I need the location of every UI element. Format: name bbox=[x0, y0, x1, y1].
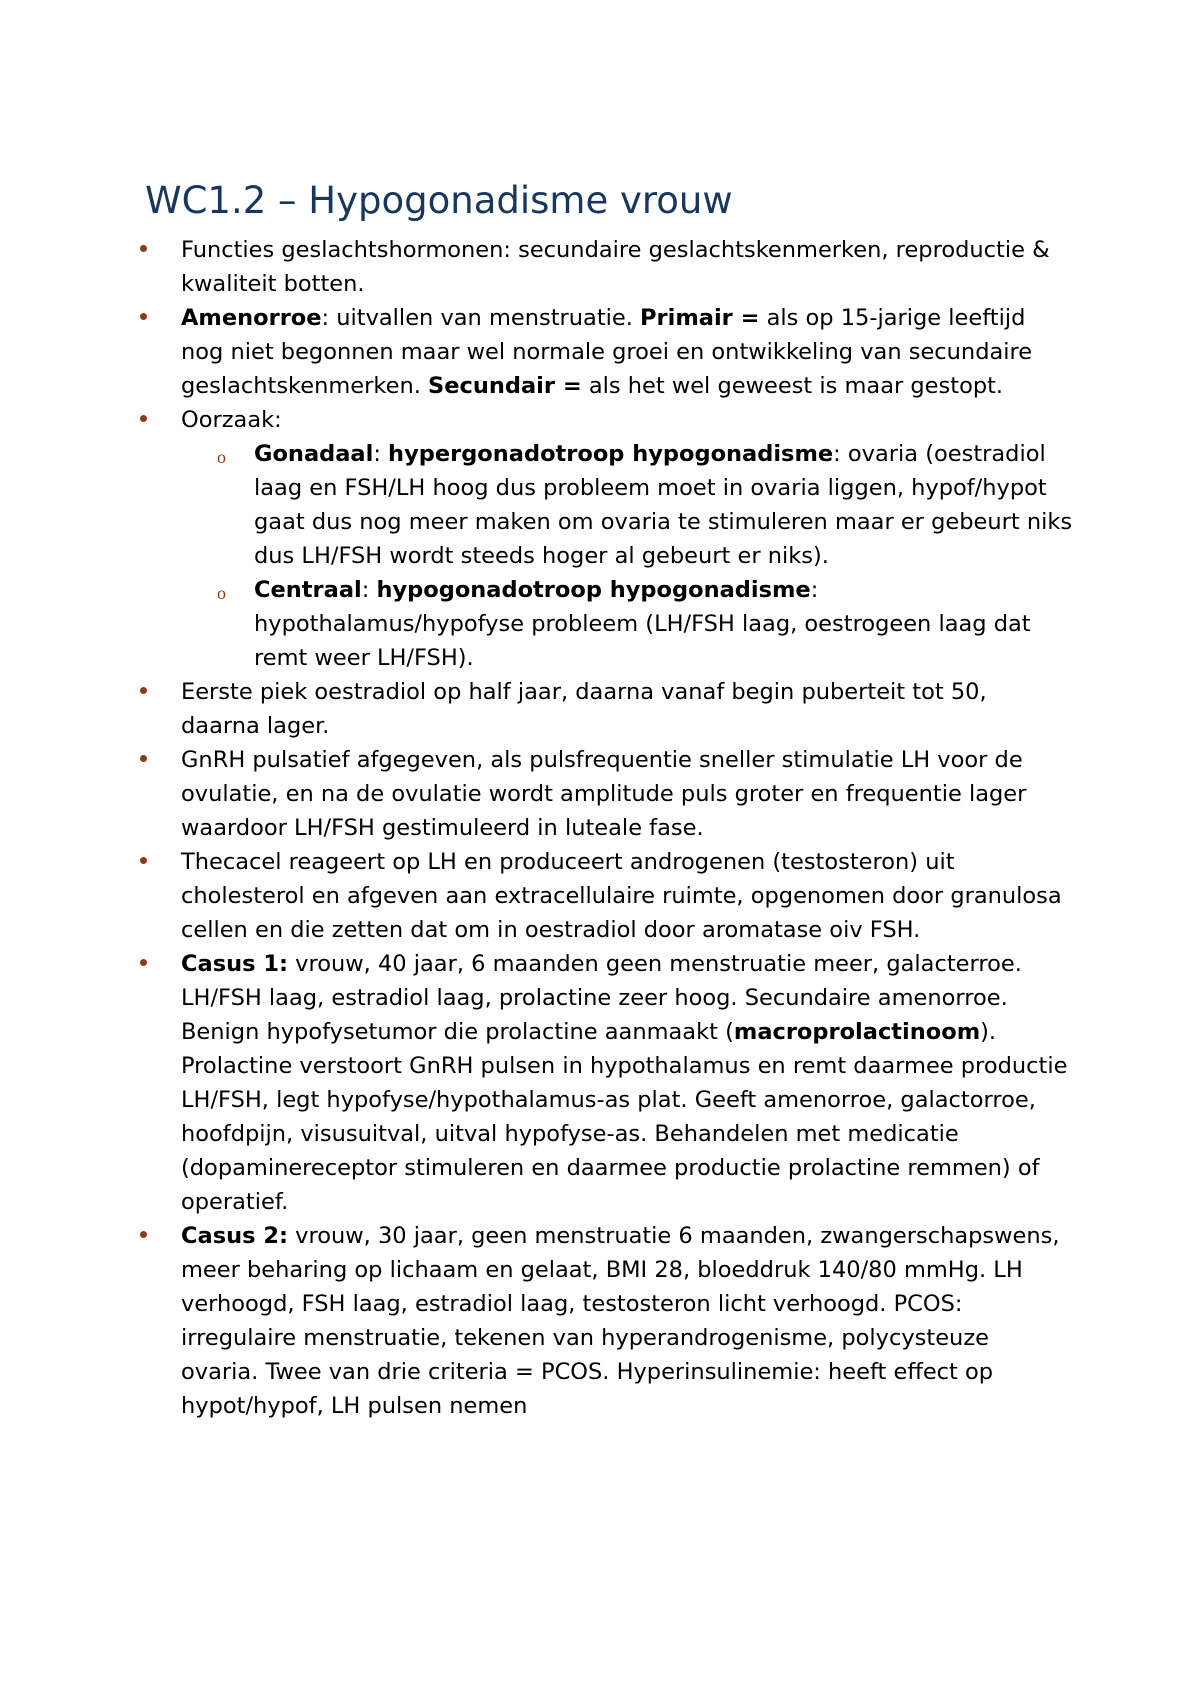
page-title: WC1.2 – Hypogonadisme vrouw bbox=[145, 179, 733, 222]
list-item-functies bbox=[0, 233, 1071, 301]
bullet-dot-icon bbox=[140, 687, 147, 694]
circle-bullet-icon: o bbox=[217, 447, 226, 467]
term-casus-2: Casus 2: bbox=[181, 1223, 288, 1249]
term-secundair: Secundair = bbox=[428, 373, 582, 399]
list-item-casus-1 bbox=[0, 947, 1071, 1219]
bullet-list bbox=[0, 233, 1200, 1423]
list-item-oorzaak bbox=[0, 403, 1071, 675]
list-item-amenorroe bbox=[0, 301, 1071, 403]
bullet-dot-icon bbox=[140, 959, 147, 966]
circle-bullet-icon: o bbox=[217, 583, 226, 603]
item-text: Functies geslachtshormonen: secundaire geslachtskenmerken, reproductie & kwaliteit botten. bbox=[181, 237, 1050, 297]
item-text: Eerste piek oestradiol op half jaar, daarna vanaf begin puberteit tot 50, daarna lager. bbox=[181, 679, 987, 739]
bullet-dot-icon bbox=[140, 857, 147, 864]
term-amenorroe: Amenorroe bbox=[181, 305, 322, 331]
bullet-dot-icon bbox=[140, 755, 147, 762]
bullet-dot-icon bbox=[140, 415, 147, 422]
item-text: : uitvallen van menstruatie. bbox=[321, 305, 641, 331]
item-text: als op 15-jarige leeftijd nog niet begonnen maar wel normale groei en ontwikkeling van secundaire geslachtskenmerken. bbox=[181, 305, 1033, 399]
item-text: Oorzaak: bbox=[181, 407, 282, 433]
term-hypergonadotroop: hypergonadotroop hypogonadisme bbox=[388, 441, 834, 467]
sub-item-gonadaal bbox=[217, 437, 1074, 573]
bullet-dot-icon bbox=[140, 1231, 147, 1238]
item-text: als het wel geweest is maar gestopt. bbox=[581, 373, 1004, 399]
term-centraal: Centraal bbox=[254, 577, 362, 603]
list-item-casus-2 bbox=[0, 1219, 1071, 1423]
sub-bullet-list bbox=[181, 437, 1071, 675]
item-text: Thecacel reageert op LH en produceert androgenen (testosteron) uit cholesterol en afgeven aan extracellulaire ruimte, opgenomen door granulosa cellen en die zetten dat om in oestradiol door aromatase oiv FSH. bbox=[181, 849, 1062, 943]
term-macroprolactinoom: macroprolactinoom bbox=[733, 1019, 981, 1045]
item-text: : ovaria (oestradiol laag en FSH/LH hoog dus probleem moet in ovaria liggen, hypof/hypot gaat dus nog meer maken om ovaria te stimuleren maar er gebeurt niks dus LH/FSH wordt steeds hoger al gebeurt er niks). bbox=[254, 441, 1073, 569]
term-hypogonadotroop: hypogonadotroop hypogonadisme bbox=[376, 577, 811, 603]
sub-item-centraal bbox=[217, 573, 1074, 675]
bullet-dot-icon bbox=[140, 245, 147, 252]
list-item-thecacel bbox=[0, 845, 1071, 947]
term-gonadaal: Gonadaal bbox=[254, 441, 374, 467]
bullet-dot-icon bbox=[140, 313, 147, 320]
list-item-gnrh bbox=[0, 743, 1071, 845]
item-text: vrouw, 30 jaar, geen menstruatie 6 maanden, zwangerschapswens, meer beharing op lichaam en gelaat, BMI 28, bloeddruk 140/80 mmHg. LH verhoogd, FSH laag, estradiol laag, testosteron licht verhoogd. PCOS: irregulaire menstruatie, tekenen van hyperandrogenisme, polycysteuze ovaria. Twee van drie criteria = PCOS. Hyperinsulinemie: heeft effect op hypot/hypof, LH pulsen nemen bbox=[181, 1223, 1060, 1419]
list-item-eerste-piek bbox=[0, 675, 1071, 743]
item-text: : hypothalamus/hypofyse probleem (LH/FSH laag, oestrogeen laag dat remt weer LH/FSH). bbox=[254, 577, 1031, 671]
item-text: : bbox=[361, 577, 377, 603]
term-primair: Primair = bbox=[640, 305, 760, 331]
term-casus-1: Casus 1: bbox=[181, 951, 288, 977]
item-text: vrouw, 40 jaar, 6 maanden geen menstruatie meer, galacterroe. LH/FSH laag, estradiol laag, prolactine zeer hoog. Secundaire amenorroe. Benign hypofysetumor die prolactine aanmaakt ( bbox=[181, 951, 1022, 1045]
item-text: : bbox=[373, 441, 389, 467]
item-text: GnRH pulsatief afgegeven, als pulsfrequentie sneller stimulatie LH voor de ovulatie, en na de ovulatie wordt amplitude puls groter en frequentie lager waardoor LH/FSH gestimuleerd in luteale fase. bbox=[181, 747, 1027, 841]
item-text: ). Prolactine verstoort GnRH pulsen in hypothalamus en remt daarmee productie LH/FSH, legt hypofyse/hypothalamus-as plat. Geeft amenorroe, galactorroe, hoofdpijn, visusuitval, uitval hypofyse-as. Behandelen met medicatie (dopaminereceptor stimuleren en daarmee productie prolactine remmen) of operatief. bbox=[181, 1019, 1068, 1215]
